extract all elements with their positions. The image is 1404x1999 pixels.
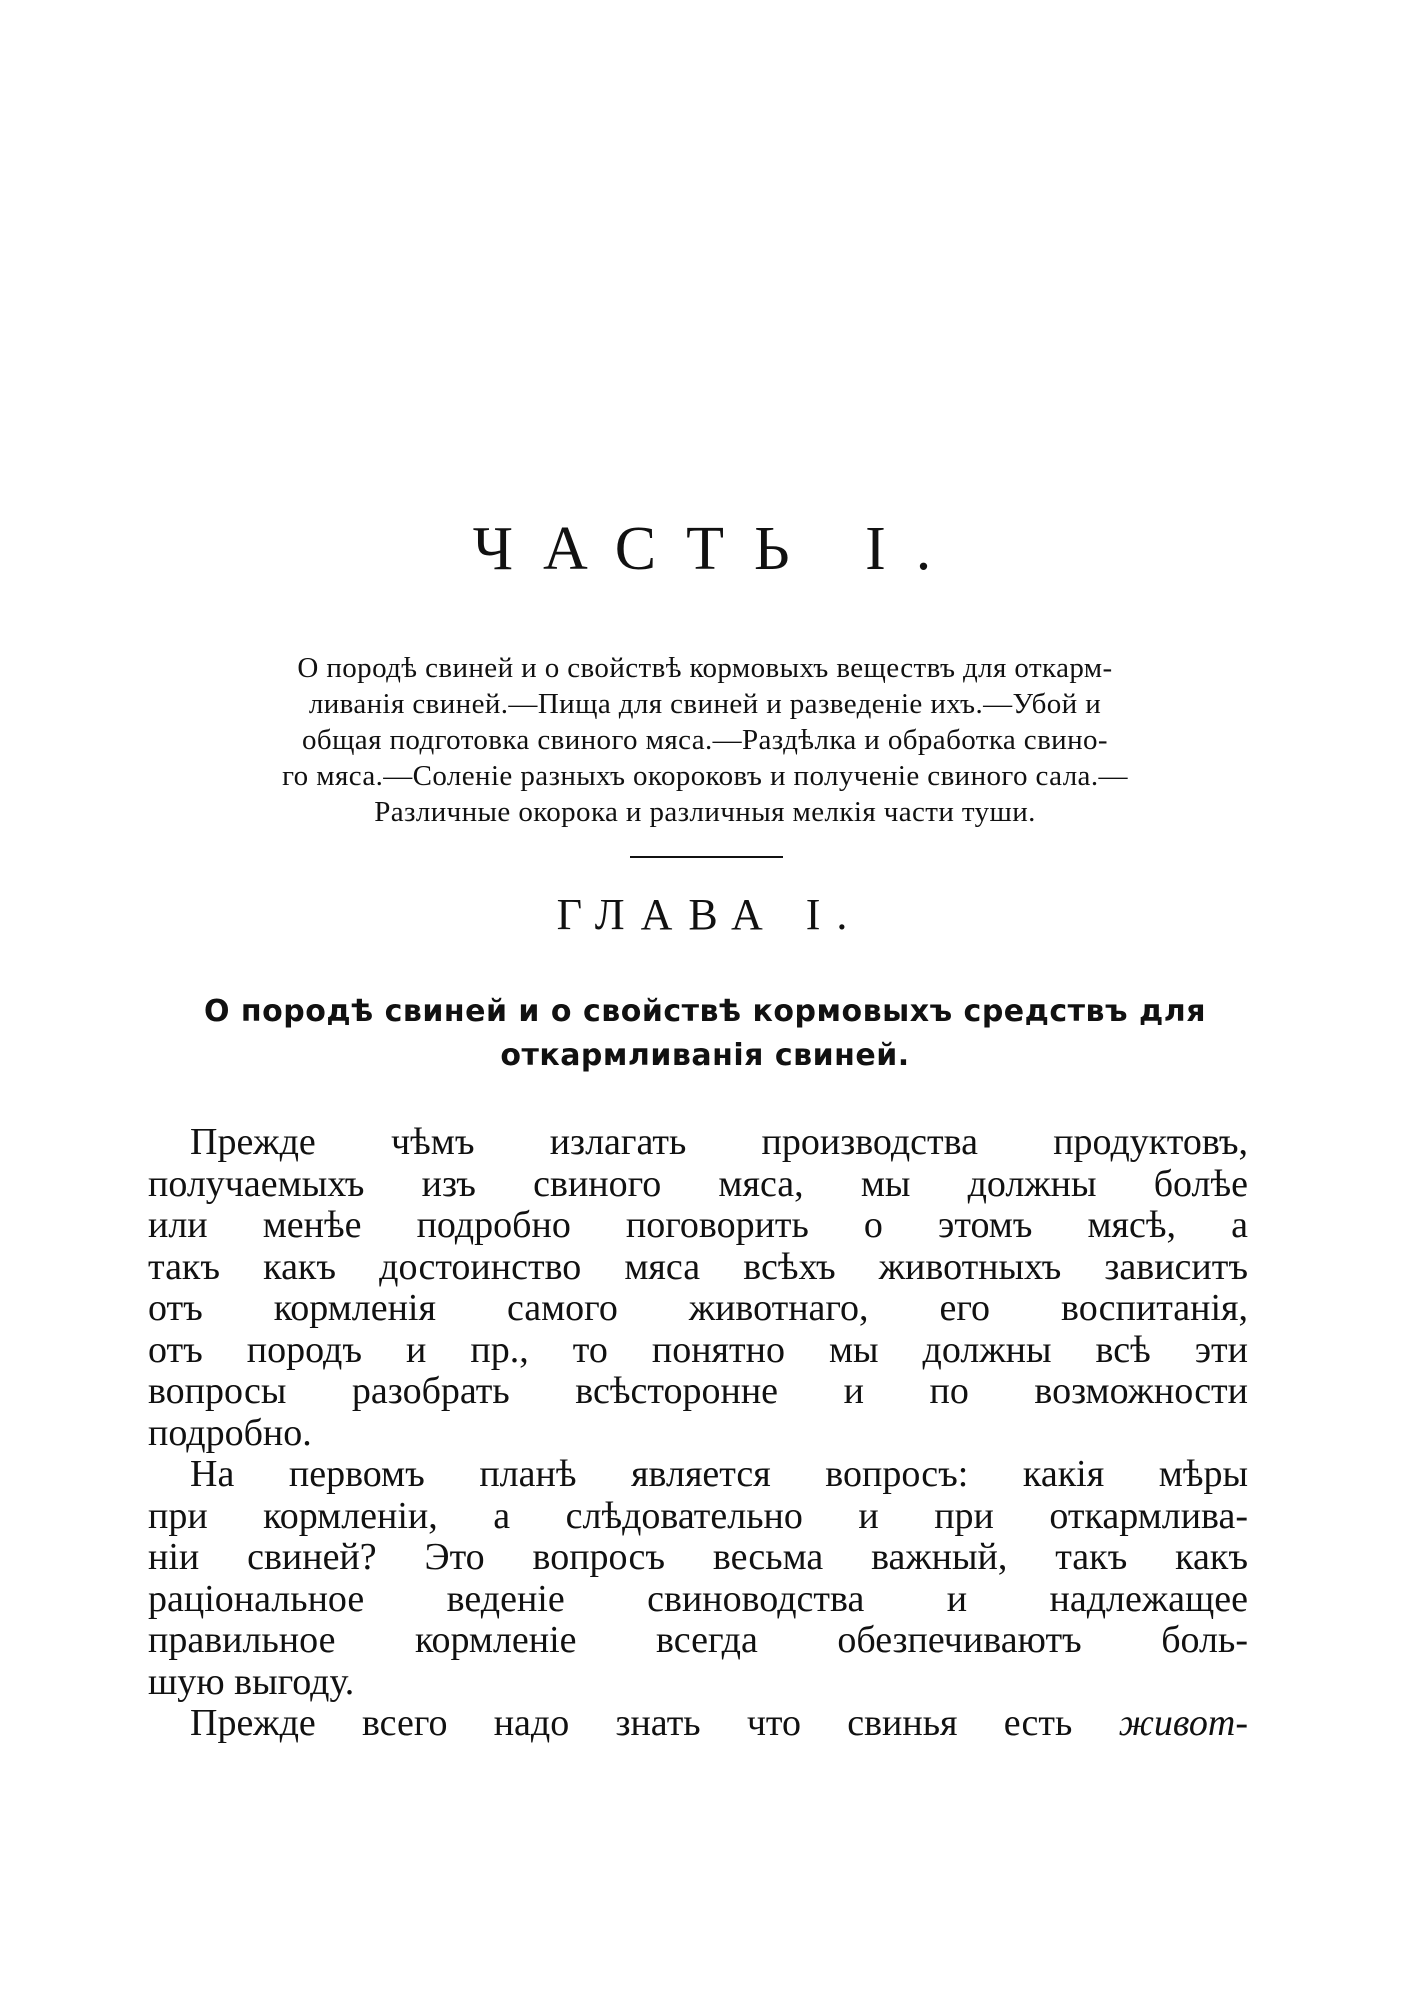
- body-line: ніи свиней? Это вопросъ весьма важный, такъ какъ: [148, 1536, 1248, 1578]
- summary-line: го мяса.—Соленіе разныхъ окороковъ и полученіе свиного сала.—: [282, 760, 1128, 792]
- chapter-heading-line: откармливанія свиней.: [500, 1038, 910, 1073]
- body-line: вопросы разобрать всѣсторонне и по возможности: [148, 1370, 1248, 1412]
- body-line: подробно.: [148, 1411, 312, 1454]
- body-line: Прежде чѣмъ излагать производства продуктовъ,: [190, 1121, 1248, 1163]
- body-line: На первомъ планѣ является вопросъ: какія мѣры: [190, 1453, 1248, 1495]
- section-divider: [630, 856, 783, 858]
- body-line-text: Прежде всего надо знать что свинья есть: [190, 1702, 1073, 1744]
- body-line: шую выгоду.: [148, 1660, 355, 1703]
- summary-line: О породѣ свиней и о свойствѣ кормовыхъ веществъ для откарм-: [297, 652, 1113, 684]
- body-line-italic-word: живот-: [1118, 1702, 1248, 1744]
- body-line: или менѣе подробно поговорить о этомъ мясѣ, а: [148, 1204, 1248, 1246]
- chapter-heading-line: О породѣ свиней и о свойствѣ кормовыхъ средствъ для: [203, 994, 1206, 1029]
- part-title: ЧАСТЬ I.: [472, 515, 962, 583]
- body-line: правильное кормленіе всегда обезпечиваютъ боль-: [148, 1619, 1248, 1661]
- chapter-heading: [150, 990, 1260, 1078]
- body-line: отъ породъ и пр., то понятно мы должны всѣ эти: [148, 1328, 1248, 1371]
- body-text: [148, 1122, 1248, 1745]
- body-line: отъ кормленія самого животнаго, его воспитанія,: [148, 1287, 1248, 1329]
- body-line: раціональное веденіе свиноводства и надлежащее: [148, 1577, 1248, 1620]
- summary-line: Различные окорока и различныя мелкія части туши.: [374, 796, 1036, 828]
- summary-line: ливанія свиней.—Пища для свиней и разведеніе ихъ.—Убой и: [308, 688, 1102, 720]
- body-line: такъ какъ достоинство мяса всѣхъ животныхъ зависитъ: [148, 1245, 1248, 1288]
- chapter-title: ГЛАВА I.: [556, 890, 864, 939]
- body-line-last: [148, 1703, 1248, 1745]
- summary-line: общая подготовка свиного мяса.—Раздѣлка и обработка свино-: [302, 724, 1108, 756]
- part-summary: [150, 650, 1260, 830]
- body-line: при кормленіи, а слѣдовательно и при откармлива-: [148, 1494, 1248, 1537]
- body-line: получаемыхъ изъ свиного мяса, мы должны болѣе: [148, 1162, 1248, 1205]
